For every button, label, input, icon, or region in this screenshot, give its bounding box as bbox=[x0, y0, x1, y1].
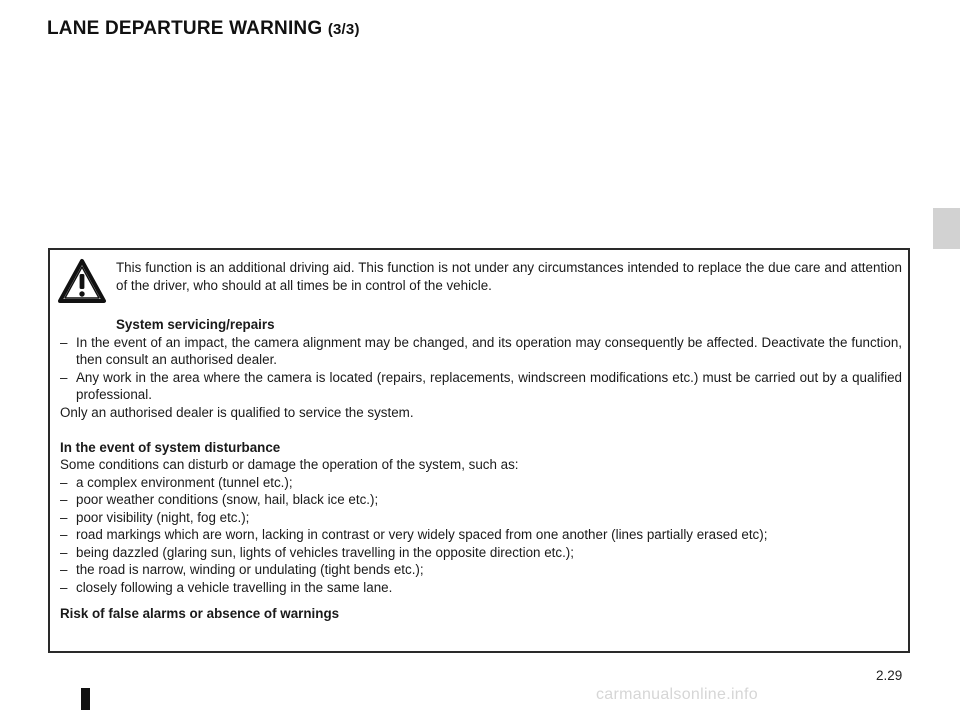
warning-triangle-icon bbox=[56, 257, 108, 305]
page-title-text: LANE DEPARTURE WARNING bbox=[47, 18, 323, 39]
disturbance-item-text: a complex environment (tunnel etc.); bbox=[76, 474, 293, 490]
warning-body bbox=[60, 307, 902, 623]
disturbance-item-text: poor weather conditions (snow, hail, black ice etc.); bbox=[76, 492, 379, 507]
dash: – bbox=[60, 544, 68, 560]
disturbance-item-text: the road is narrow, winding or undulating (tight bends etc.); bbox=[76, 562, 424, 577]
dash: – bbox=[60, 562, 68, 577]
watermark: carmanualsonline.info bbox=[596, 686, 758, 703]
disturbance-item-text: road markings which are worn, lacking in contrast or very widely spaced from one another (lines partially erased etc); bbox=[76, 527, 768, 542]
warning-intro: This function is an additional driving aid. This function is not under any circumstances intended to replace the due care and attention of the driver, who should at all times be in control of the vehicle. bbox=[116, 260, 902, 293]
disturbance-item-text: closely following a vehicle travelling in the same lane. bbox=[76, 579, 393, 595]
disturbance-item-text: poor visibility (night, fog etc.); bbox=[76, 509, 250, 525]
disturbance-heading: In the event of system disturbance bbox=[60, 439, 281, 455]
servicing-item-text: In the event of an impact, the camera alignment may be changed, and its operation may consequently be affected. Deactivate the function, then consult an authorised dealer. bbox=[76, 334, 902, 367]
disturbance-item bbox=[60, 544, 902, 562]
disturbance-intro: Some conditions can disturb or damage the operation of the system, such as: bbox=[60, 457, 519, 472]
dash: – bbox=[60, 527, 68, 542]
servicing-heading: System servicing/repairs bbox=[116, 317, 275, 332]
disturbance-item bbox=[60, 509, 902, 527]
page-title-suffix: (3/3) bbox=[327, 21, 360, 38]
dash: – bbox=[60, 509, 68, 525]
disturbance-item bbox=[60, 561, 902, 579]
disturbance-item-text: being dazzled (glaring sun, lights of vehicles travelling in the opposite direction etc.); bbox=[76, 544, 574, 560]
servicing-note: Only an authorised dealer is qualified to service the system. bbox=[60, 404, 414, 420]
dash: – bbox=[60, 492, 68, 507]
servicing-item bbox=[60, 334, 902, 369]
chapter-side-tab bbox=[933, 208, 960, 249]
disturbance-item bbox=[60, 474, 902, 492]
dash: – bbox=[60, 334, 68, 350]
page-title bbox=[47, 18, 360, 40]
disturbance-item bbox=[60, 491, 902, 509]
margin-bar bbox=[81, 688, 90, 710]
dash: – bbox=[60, 369, 68, 385]
false-alarm-heading: Risk of false alarms or absence of warnings bbox=[60, 606, 340, 621]
disturbance-item bbox=[60, 526, 902, 544]
dash: – bbox=[60, 474, 68, 490]
servicing-item bbox=[60, 369, 902, 404]
page-number: 2.29 bbox=[876, 668, 903, 683]
servicing-item-text: Any work in the area where the camera is located (repairs, replacements, windscreen modifications etc.) must be carried out by a qualified professional. bbox=[76, 369, 902, 402]
warning-box bbox=[48, 248, 910, 653]
disturbance-item bbox=[60, 579, 902, 597]
dash: – bbox=[60, 579, 68, 595]
